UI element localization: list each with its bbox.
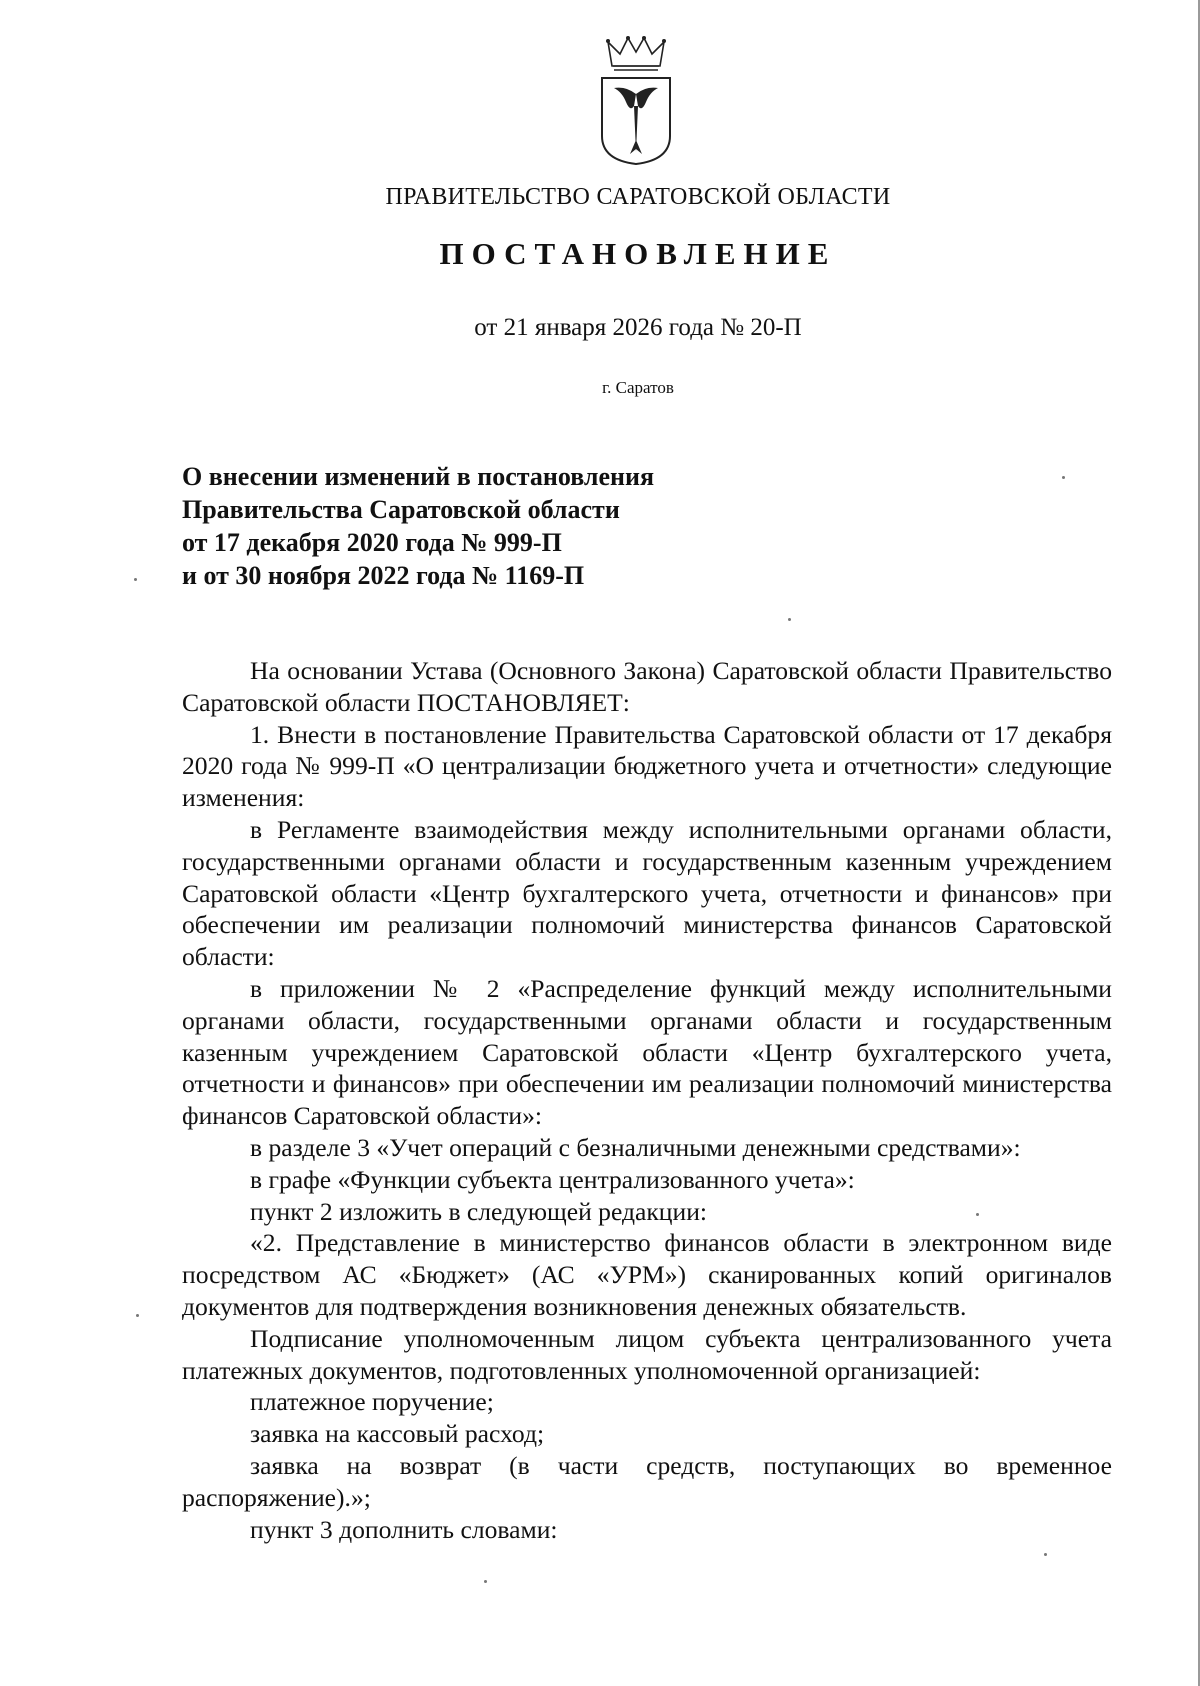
body-paragraph: в Регламенте взаимодействия между исполнительными органами области, государственными органами области и государственным казенным учреждением Саратовской области «Центр бухгалтерского учета, отчетности и финансов» при обеспечении им реализации полномочий министерства финансов Саратовской области: (182, 814, 1112, 972)
coat-of-arms-emblem (596, 36, 676, 166)
document-date-number: от 21 января 2026 года № 20-П (474, 314, 802, 341)
scan-speck (484, 1580, 487, 1583)
title-line: О внесении изменений в постановления (182, 462, 655, 491)
document-title (182, 460, 882, 592)
body-paragraph: На основании Устава (Основного Закона) Саратовской области Правительство Саратовской области ПОСТАНОВЛЯЕТ: (182, 656, 1112, 717)
body-paragraph: заявка на возврат (в части средств, поступающих во временное распоряжение).»; (182, 1450, 1112, 1512)
title-line: Правительства Саратовской области (182, 495, 620, 524)
body-paragraph: 1. Внести в постановление Правительства Саратовской области от 17 декабря 2020 года № 999-П «О централизации бюджетного учета и отчетности» следующие изменения: (182, 719, 1112, 813)
scan-speck (1062, 476, 1065, 479)
document-type-heading: ПОСТАНОВЛЕНИЕ (439, 236, 837, 271)
body-paragraph: «2. Представление в министерство финансов области в электронном виде посредством АС «Бюджет» (АС «УРМ») сканированных копий оригиналов документов для подтверждения возникновения денежных обязательств. (182, 1228, 1112, 1321)
document-body (182, 655, 1112, 1545)
document-city: г. Саратов (602, 378, 674, 397)
body-paragraph: Подписание уполномоченным лицом субъекта централизованного учета платежных документов, подготовленных уполномоченной организацией: (182, 1323, 1112, 1385)
body-paragraph: заявка на кассовый расход; (250, 1419, 545, 1449)
title-line: и от 30 ноября 2022 года № 1169-П (182, 561, 585, 590)
scan-speck (136, 1314, 139, 1317)
body-paragraph: в разделе 3 «Учет операций с безналичными денежными средствами»: (250, 1132, 1021, 1162)
body-paragraph: платежное поручение; (250, 1387, 494, 1417)
body-paragraph: в графе «Функции субъекта централизованного учета»: (250, 1164, 855, 1194)
scan-speck (134, 578, 137, 581)
government-name: ПРАВИТЕЛЬСТВО САРАТОВСКОЙ ОБЛАСТИ (385, 184, 891, 210)
scan-speck (1044, 1553, 1047, 1556)
scan-speck (788, 618, 791, 621)
body-paragraph: пункт 3 дополнить словами: (250, 1514, 558, 1544)
scan-speck (976, 1213, 979, 1216)
body-paragraph: пункт 2 изложить в следующей редакции: (250, 1196, 708, 1226)
body-paragraph: в приложении № 2 «Распределение функций между исполнительными органами области, государственными органами области и государственным казенным учреждением Саратовской области «Центр бухгалтерского учета, отчетности и финансов» при обеспечении им реализации полномочий министерства финансов Саратовской области»: (182, 973, 1112, 1131)
title-line: от 17 декабря 2020 года № 999-П (182, 528, 562, 557)
